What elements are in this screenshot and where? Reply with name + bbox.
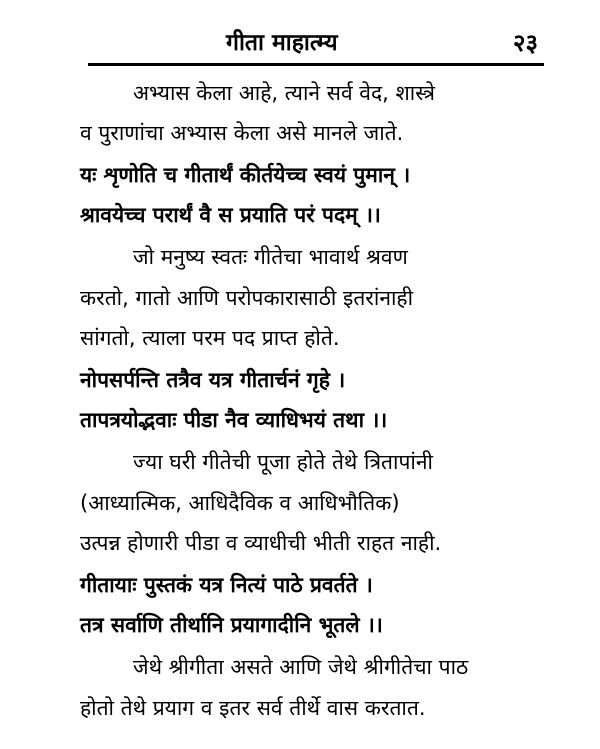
verse-line: यः शृणोति च गीतार्थं कीर्तयेच्च स्वयं पुमान् । [80,163,411,187]
prose-line: अभ्यास केला आहे, त्याने सर्व वेद, शास्त्रे [133,81,435,105]
prose-line: जो मनुष्य स्वतः गीतेचा भावार्थ श्रवण [133,245,408,269]
page-header [88,26,544,64]
prose-line: (आध्यात्मिक, आधिदैविक व आधिभौतिक) [80,491,400,515]
prose-line: सांगतो, त्याला परम पद प्राप्त होते. [80,326,340,350]
header-rule [88,63,544,66]
prose-line: ज्या घरी गीतेची पूजा होते तेथे त्रितापांनी [133,450,433,474]
prose-line: व पुराणांचा अभ्यास केला असे मानले जाते. [80,121,404,145]
prose-line: होतो तेथे प्रयाग व इतर सर्व तीर्थे वास करतात. [80,696,426,720]
running-title: गीता माहात्म्य [226,30,338,56]
verse-line: श्रावयेच्च परार्थं वै स प्रयाति परं पदम् ।। [80,203,381,227]
prose-line: उत्पन्न होणारी पीडा व व्याधीची भीती राहत नाही. [80,531,442,555]
verse-line: नोपसर्पन्ति तत्रैव यत्र गीतार्चनं गृहे । [80,368,346,392]
page-number: २३ [513,29,538,57]
verse-line: तापत्रयोद्भवाः पीडा नैव व्याधिभयं तथा ।। [80,408,388,432]
prose-line: जेथे श्रीगीता असते आणि जेथे श्रीगीतेचा पाठ [133,655,469,679]
verse-line: गीतायाः पुस्तकं यत्र नित्यं पाठे प्रवर्तते । [80,573,373,597]
verse-line: तत्र सर्वाणि तीर्थानि प्रयागादीनि भूतले ।। [80,613,383,637]
prose-line: करतो, गातो आणि परोपकारासाठी इतरांनाही [80,286,414,310]
